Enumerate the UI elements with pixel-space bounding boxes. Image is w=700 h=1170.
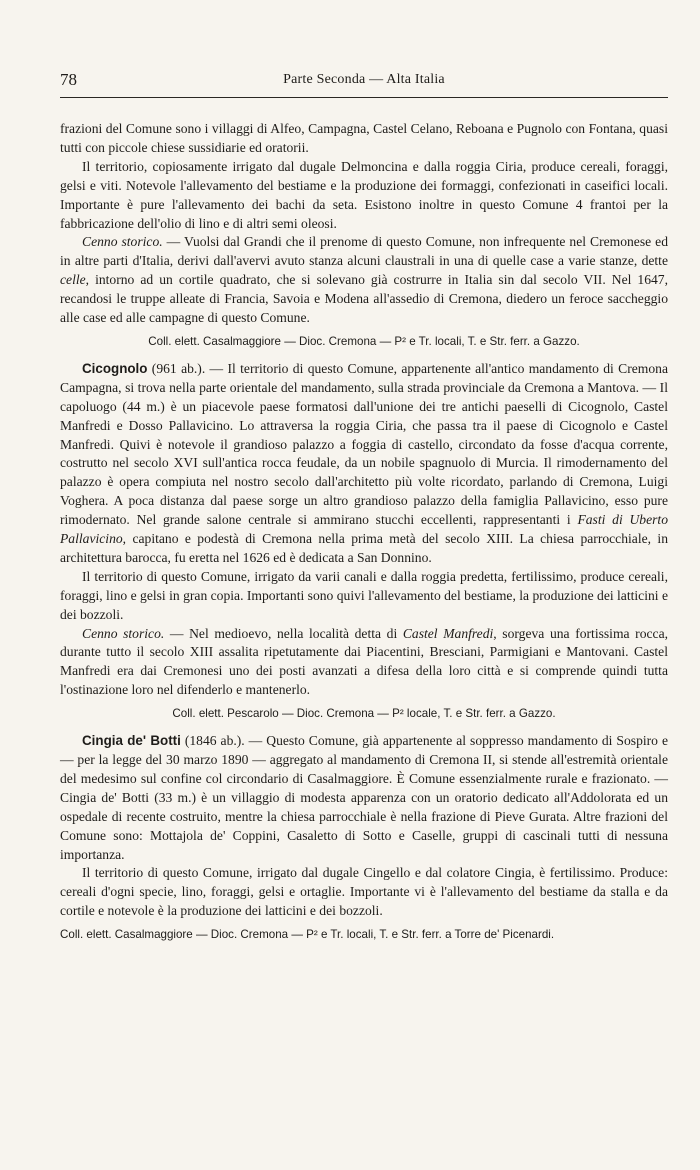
text-run: , capitano e podestà di Cremona nella prima metà del secolo XIII. La chiesa parrocchiale, in architettura barocca, fu eretta nel 1626 ed è dedicata a San Donnino. — [60, 531, 668, 565]
paragraph: frazioni del Comune sono i villaggi di Alfeo, Campagna, Castel Celano, Reboana e Pugnolo con Fontana, quasi tutti con piccole chiese sussidiarie ed oratorii. — [60, 121, 668, 155]
page-header — [60, 70, 668, 92]
entry-heading: Cingia de' Botti — [82, 733, 181, 749]
italic-term: celle — [60, 272, 86, 288]
collegio-line: Coll. elett. Casalmaggiore — Dioc. Cremona — P² e Tr. locali, T. e Str. ferr. a Gazzo. — [148, 334, 580, 348]
entry-cingia — [60, 732, 668, 864]
paragraph — [60, 625, 668, 701]
text-run: , sorgeva una fortissima rocca, durante tutto il secolo XIII assalita ripetutamente dai Piacentini, Bresciani, Parmigiani e Mantovani. Castel Manfredi era dai Cremonesi uno dei posti avanzati a difesa della loro città e si comprende quindi tutta l'ostinazione loro nel difenderlo e mantenerlo. — [60, 625, 669, 698]
collegio-line: Coll. elett. Pescarolo — Dioc. Cremona — P² locale, T. e Str. ferr. a Gazzo. — [172, 707, 556, 721]
text-run: — Nel medioevo, nella località detta di — [164, 625, 403, 641]
page-body — [60, 120, 668, 951]
text-run: (961 ab.). — Il territorio di questo Comune, appartenente all'antico mandamento di Cremona Campagna, si trova nella parte orientale del mandamento, sulla strada provinciale da Cremona a Mantova. — Il capoluogo (44 m.) è un piacevole paese formatosi dall'unione dei tre antichi paeselli di Cicognolo, Castel Manfredi e Dosso Pallavicino. Lo attraversa la roggia Ciria, che passa tra il paese di Cicognolo e Castel Manfredi. Quivi è notevole il grandioso palazzo a foggia di castello, circondato da fosse d'acqua corrente, costrutto nel secolo XVI sull'antica rocca feudale, da un nobile spagnuolo di Murcia. Il rimodernamento del palazzo è opera compiuta nel nostro secolo dall'architetto più volte ricordato, parlando di Cremona, Luigi Voghera. A poca distanza dal paese sorge un altro grandioso palazzo della famiglia Pallavicino, esso pure rimodernato. Nel grande salone centrale si ammirano stucchi eccellenti, rappresentanti i — [60, 360, 668, 528]
paragraph — [60, 233, 668, 328]
running-title: Parte Seconda — Alta Italia — [283, 72, 445, 87]
entry-heading: Cicognolo — [82, 360, 148, 376]
section-label: Cenno storico. — [82, 234, 163, 250]
collegio-line: Coll. elett. Casalmaggiore — Dioc. Cremona — P² e Tr. locali, T. e Str. ferr. a Torre de' Picenardi. — [60, 928, 555, 942]
italic-term: Fasti di Uberto Pallavicino — [60, 512, 668, 547]
text-run: — Vuolsi dal Grandi che il prenome di questo Comune, non infrequente nel Cremonese ed in altre parti d'Italia, derivi dall'avervi avuto stanza alcuni claustrali in una di quelle case a varie stanze, dette — [60, 234, 668, 269]
header-rule — [60, 97, 668, 98]
italic-term: Castel Manfredi — [402, 625, 494, 641]
entry-cicognolo — [60, 360, 668, 568]
paragraph: Il territorio di questo Comune, irrigato da varii canali e dalla roggia predetta, fertilissimo, produce cereali, foraggi, lino e gelsi in gran copia. Importanti sono quivi l'allevamento del bestiame, la produzione dei latticini e dei bozzoli. — [60, 568, 668, 622]
text-run: , intorno ad un cortile quadrato, che si solevano già costrurre in Italia sin dal secolo VII. Nel 1647, recandosi le truppe alleate di Francia, Savoia e Modena all'assedio di Cremona, diedero un feroce saccheggio alle case ed alle campagne di questo Comune. — [60, 272, 668, 326]
paragraph: Il territorio di questo Comune, irrigato dal dugale Cingello e dal colatore Cingia, è fertilissimo. Produce: cereali d'ogni specie, lino, foraggi, gelsi e ortaglie. Importante vi è l'allevamento del bestiame da stalla e da cortile e notevole è la produzione dei latticini e dei bozzoli. — [60, 865, 668, 919]
page-number: 78 — [60, 70, 77, 89]
paragraph: Il territorio, copiosamente irrigato dal dugale Delmoncina e dalla roggia Ciria, produce cereali, foraggi, gelsi e viti. Notevole l'allevamento del bestiame e la produzione dei formaggi, confezionati in caseifici locali. Importante è pure l'allevamento dei bachi da seta. Esistono inoltre in questo Comune 4 frantoi per la fabbricazione dell'olio di lino e di altri semi oleosi. — [60, 158, 668, 231]
section-label: Cenno storico. — [82, 625, 165, 641]
text-run: (1846 ab.). — Questo Comune, già appartenente al soppresso mandamento di Sospiro e — per la legge del 30 marzo 1890 — aggregato al mandamento di Cremona II, si stende all'estremità orientale del medesimo sul confine col circondario di Casalmaggiore. È Comune essenzialmente rurale e frazionato. — Cingia de' Botti (33 m.) è un villaggio di modesta apparenza con un oratorio dedicato all'Addolorata ed un ospedale di recente costruito, mentre la chiesa parrocchiale è nella frazione di Pieve Gurata. Altre frazioni del Comune sono: Mottajola de' Coppini, Casaletto di Sotto e Caselle, gruppi di cascinali tutti di nessuna importanza. — [60, 733, 668, 862]
